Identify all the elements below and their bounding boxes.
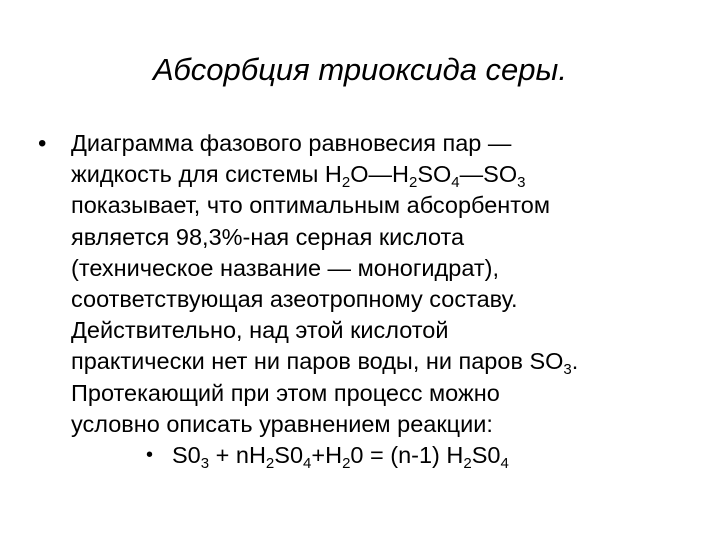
text-run: жидкость для системы H xyxy=(71,161,342,188)
subscript: 3 xyxy=(517,174,526,192)
subscript: 2 xyxy=(463,455,472,472)
text-run: —SO xyxy=(459,161,518,188)
subscript: 2 xyxy=(342,455,351,472)
reaction-equation xyxy=(172,440,509,471)
text-run: +H xyxy=(311,442,343,468)
body-line: Протекающий при этом процесс можно xyxy=(71,379,500,406)
subscript: 4 xyxy=(451,174,460,192)
body-line: (техническое название — моногидрат), xyxy=(71,254,500,281)
subscript: 4 xyxy=(500,455,509,472)
text-run: S0 xyxy=(471,442,501,468)
text-run: . xyxy=(571,348,579,375)
bullet-marker: • xyxy=(38,130,47,157)
text-run: S0 xyxy=(172,442,201,468)
bullet-text xyxy=(71,128,691,440)
body-line: условно описать уравнением реакции: xyxy=(71,410,493,437)
body-line xyxy=(71,346,691,377)
body-line: Диаграмма фазового равновесия пар — xyxy=(71,130,512,156)
body-line: соответствующая азеотропному составу. xyxy=(71,286,518,313)
equation-bullet-item xyxy=(146,440,509,471)
subscript: 2 xyxy=(408,174,418,192)
body-line: показывает, что оптимальным абсорбентом xyxy=(71,192,551,219)
slide-title: Абсорбция триоксида серы. xyxy=(153,52,567,87)
body-line xyxy=(71,159,691,190)
text-run: + nH xyxy=(209,442,266,468)
subscript: 2 xyxy=(341,174,351,192)
text-run: SO xyxy=(417,161,452,188)
text-run: S0 xyxy=(274,442,304,468)
sub-bullet-marker: • xyxy=(146,444,154,466)
body-line: Действительно, над этой кислотой xyxy=(71,317,449,344)
text-run: практически нет ни паров воды, ни паров SO xyxy=(71,348,564,375)
text-run: 0 = (n-1) H xyxy=(350,442,464,468)
subscript: 4 xyxy=(303,455,312,472)
body-line: является 98,3%-ная серная кислота xyxy=(71,223,465,250)
subscript: 3 xyxy=(200,455,210,472)
subscript: 2 xyxy=(265,455,275,472)
subscript: 3 xyxy=(563,361,572,379)
text-run: O—H xyxy=(350,161,409,188)
